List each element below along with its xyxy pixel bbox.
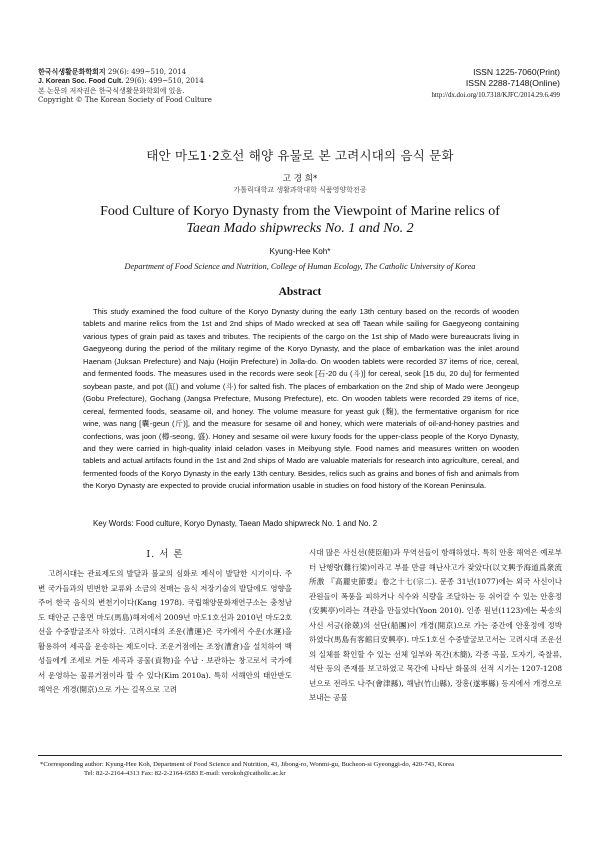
section-title-introduction: I. 서 론 <box>146 549 184 560</box>
abstract-body: This study examined the food culture of the Koryo Dynasty during the early 13th century based on the records of wooden tablets and marine relics from the 1st and 2nd ships of Mado wrecked at sea off Taean while sailing for Gaegyeong containing various types of grain paid as taxes and tributes. The recipients of the cargo on the 1st ship of Mado were bureaucrats living in Gaegyeong during the period of the military regime of the Koryo Dynasty, and the place of embarkation was the inlet around Haenam (Juksan Prefecture) and Naju (Hoijin Prefecture) in Jolla-do. On wooden tablets were recorded 37 items of rice, cereal, and fermented foods. The measures used in the records were seok [石-20 du (斗)] for cereal, seok [15 du, 20 du] for fermented soybean paste, and pot (缸) and volume (斗) for salted fish. The places of embarkation on the 2nd ship of Mado were Jeongeup (Gobu Prefecture), Gochang (Jangsa Prefecture, Musong Prefecture), etc. On wooden tablets were recorded 29 items of rice, cereal, fermented foods, seasame oil, and honey. The volume measure for yeast guk (麴), the fermentative organism for rice wine, was nang [囊-geun (斤)], and the measure for sesame oil and honey, which were materials of oil-and-honey pastries and confections, was joon (樽-seong, 盛). Honey and sesame oil were luxury foods for the upper-class people of the Koryo Dynasty, and they were carried in high-quality inlaid celadon vases in Meibyung style. Food names and measures written on wooden tablets and actual artifacts found in the 1st and 2nd ships of Mado are valuable materials for research into agriculture, cereal, and fermented foods of the Koryo Dynasty in the early 13th century. Besides, relics such as grains and bones of fish and animals from the Koryo Dynasty are expected to provide crucial information usable in studies on food history of the Korean Peninsula. <box>83 307 519 491</box>
footnote-divider <box>38 755 562 756</box>
footnote <box>40 760 454 779</box>
issn-online: ISSN 2288-7148(Online) <box>465 78 560 88</box>
copyright: Copyright © The Korean Society of Food Culture <box>38 96 212 105</box>
affiliation-english: Department of Food Science and Nutrition, College of Human Ecology, The Catholic University of Korea <box>124 262 476 271</box>
citation-ko: 29(6): 499~510, 2014 <box>107 68 187 76</box>
issn-block <box>431 67 560 101</box>
journal-line-en <box>38 77 212 86</box>
title-korean: 태안 마도1·2호선 해양 유물로 본 고려시대의 음식 문화 <box>146 148 454 163</box>
journal-line-ko <box>38 68 212 77</box>
author-korean: 고 경 희* <box>282 174 318 184</box>
body-text-left-column: 고려시대는 관료제도의 발달과 불교의 심화로 제식이 발달한 시기이다. 주변 국가들과의 빈번한 교류와 소금의 전매는 음식 저장기술의 발달에도 영향을 주어 한국 음식의 변천기이다(Kang 1978). 국립해양문화재연구소는 충청남도 태안군 근흥면 마도(馬島)해저에서 2009년 마도1호선과 2010년 마도2호선을 수중발굴조사 하였다. 고려시대의 조운(漕運)은 국가에서 수운(水運)을 활용하여 세곡을 운송하는 제도이다. 조운거점에는 조창(漕倉)을 설치하여 백성들에게 조세로 거둔 세곡과 공물(貢物)을 수납 · 보관하는 창고로서 국가에서 운영하는 물류거점이라 할 수 있다(Kim 2010a). 특히 서해안의 태안반도 해역은 개경(開京)으로 가는 길목으로 고려 <box>38 569 292 695</box>
doi-link[interactable]: http://dx.doi.org/10.7318/KJFC/2014.29.6.499 <box>431 92 560 99</box>
journal-name-en: J. Korean Soc. Food Cult. <box>38 78 124 86</box>
affiliation-korean: 가톨릭대학교 생활과학대학 식품영양학전공 <box>233 186 367 194</box>
abstract-heading: Abstract <box>278 286 322 298</box>
body-text-right-column: 시대 많은 사신선(使臣船)과 무역선들이 항해하였다. 특히 안흥 해역은 예로부터 난행량(難行梁)이라고 부를 만큼 해난사고가 잦았다(以文興予海道爲衆流所激 『高麗史節要』卷之十七(宗二). 문종 31년(1077)에는 외국 사신이나 관원들이 폭풍을 피하거나 식수와 식량을 조달하는 등 쉬어갈 수 있는 안흥정(安興亭)이라는 객관을 만들었다(Yoon 2010). 인종 원년(1123)에는 북송의 사신 서긍(徐兢)의 선단(船團)이 개경(開京)으로 가는 중간에 안흥정에 정박하였다(馬島有客館曰安興亭). 마도1호선 수중발굴보고서는 고려시대 조운선의 실체를 확인할 수 있는 선체 일부와 목간(木簡), 각종 곡물, 도자기, 죽찰류, 석탄 등의 존재를 보고하였고 목간에 나타난 화물의 선적 시기는 1207-1208년으로 전라도 나주(會津縣), 해남(竹山縣), 장흥(遂寧縣) 등지에서 개경으로 보내는 공물 <box>309 548 562 703</box>
title-english-line1: Food Culture of Koryo Dynasty from the Viewpoint of Marine relics of <box>100 204 500 219</box>
footnote-contact: Tel: 82-2-2164-4313 Fax: 82-2-2164-6583 E-mail: verokoh@catholic.ac.kr <box>84 770 286 778</box>
title-english-line2 <box>40 220 560 237</box>
title-english <box>40 203 560 237</box>
journal-name-ko: 한국식생활문화학회지 <box>38 68 106 76</box>
journal-header <box>38 68 212 106</box>
citation-en: 29(6): 499~510, 2014 <box>125 77 204 86</box>
issn-print: ISSN 1225-7060(Print) <box>473 67 560 77</box>
author-english: Kyung-Hee Koh* <box>269 247 331 256</box>
title-english-italic: Taean Mado shipwrecks No. 1 and No. 2 <box>186 221 414 236</box>
footnote-corresponding-author: *Corresponding author: Kyung-Hee Koh, Department of Food Science and Nutrition, 43, Jibong-ro, Wonmi-gu, Bucheon-si Gyeonggi-do, 420-743, Korea <box>40 761 455 768</box>
copyright-note: 본 논문의 저작권은 한국식생활문화학회에 있음. <box>38 86 185 95</box>
keywords: Key Words: Food culture, Koryo Dynasty, Taean Mado shipwreck No. 1 and No. 2 <box>93 519 378 528</box>
